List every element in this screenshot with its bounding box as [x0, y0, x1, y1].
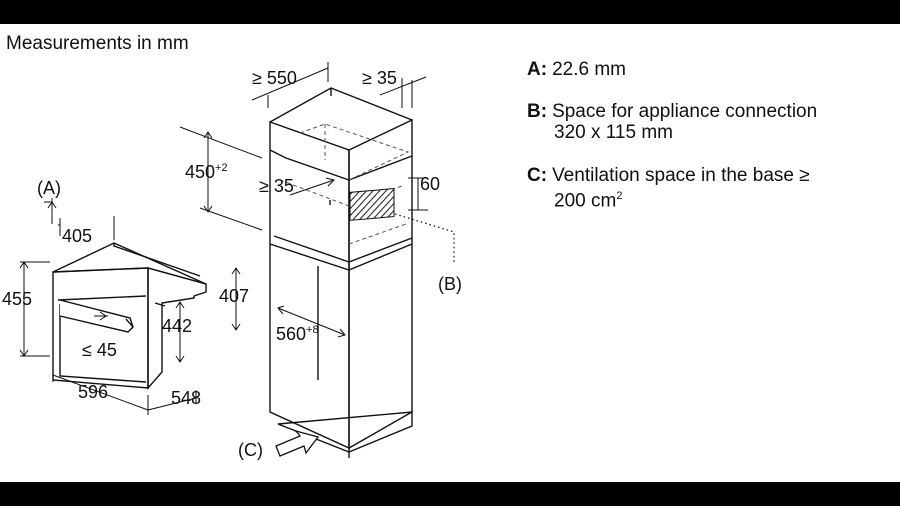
tall-cabinet	[270, 88, 412, 458]
legend-key-b: B:	[527, 101, 548, 122]
legend-item-c	[527, 165, 810, 211]
dim-cabinet-depth: ≥ 550	[252, 68, 297, 88]
legend-key-a: A:	[527, 59, 548, 80]
dim-niche-gap: ≥ 35	[259, 176, 294, 196]
legend-item-a	[527, 59, 626, 80]
dim-oven-depth: 548	[171, 388, 202, 408]
connection-area	[350, 189, 394, 221]
legend-value-c-line1: Ventilation space in the base ≥	[552, 165, 810, 186]
dim-oven-top-depth: 405	[62, 226, 93, 246]
dim-oven-height: 455	[2, 289, 33, 309]
legend-item-b	[527, 101, 817, 143]
dim-niche-height	[185, 162, 228, 182]
ventilation-arrow	[276, 431, 318, 456]
dim-niche-width-tolerance: +8	[306, 324, 319, 336]
dim-oven-inner-height: 442	[162, 316, 193, 336]
measurements-heading: Measurements in mm	[6, 33, 189, 54]
dim-oven-back-height: 407	[219, 286, 250, 306]
dim-niche-width-value: 560	[276, 324, 307, 344]
dim-oven-width: 596	[78, 382, 109, 402]
legend-value-a: 22.6 mm	[552, 59, 626, 80]
legend-value-c-line2-wrap	[527, 186, 810, 211]
dim-niche-height-value: 450	[185, 162, 216, 182]
dim-niche-side: 60	[420, 174, 441, 194]
legend-value-c-superscript: 2	[616, 190, 623, 202]
legend-value-b-line2: 320 x 115 mm	[554, 122, 673, 143]
legend-value-b-line1: Space for appliance connection	[552, 101, 818, 122]
label-b: (B)	[438, 274, 462, 294]
legend-value-c-line2: 200 cm	[554, 190, 617, 212]
dim-handle-gap: ≤ 45	[82, 340, 117, 360]
dim-cabinet-gap: ≥ 35	[362, 68, 397, 88]
legend-key-c: C:	[527, 165, 548, 186]
label-a: (A)	[37, 178, 61, 198]
connection-leader	[395, 214, 454, 262]
dim-niche-height-tolerance: +2	[215, 162, 228, 174]
label-c: (C)	[238, 440, 263, 460]
